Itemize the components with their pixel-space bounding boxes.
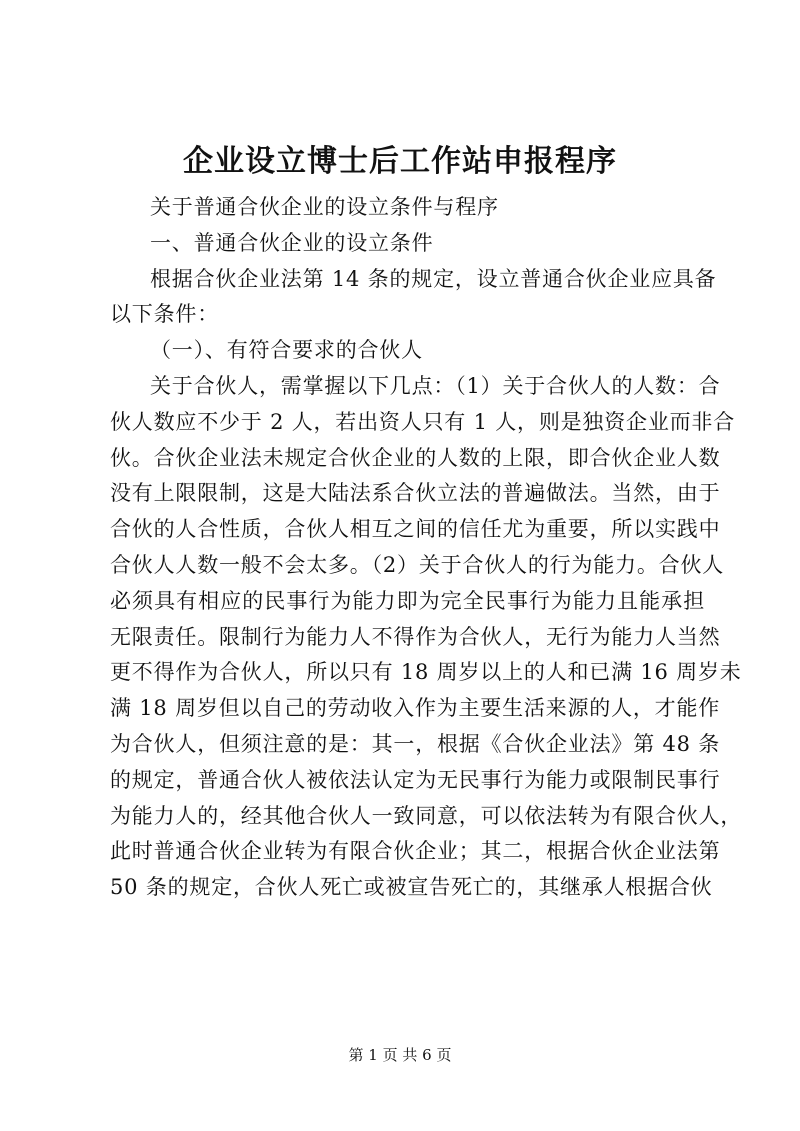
paragraph-line: 此时普通合伙企业转为有限合伙企业；其二，根据合伙企业法第: [110, 839, 721, 864]
paragraph-line: 伙。合伙企业法未规定合伙企业的人数的上限，即合伙企业人数: [110, 445, 721, 470]
paragraph-line: 合伙的人合性质，合伙人相互之间的信任尤为重要，所以实践中: [110, 517, 721, 542]
paragraph-line: 合伙人人数一般不会太多。（2）关于合伙人的行为能力。合伙人: [110, 552, 725, 577]
paragraph-line: 关于普通合伙企业的设立条件与程序: [150, 195, 499, 219]
paragraph-line: 满 18 周岁但以自己的劳动收入作为主要生活来源的人，才能作: [110, 696, 721, 721]
paragraph-line: 没有上限限制，这是大陆法系合伙立法的普遍做法。当然，由于: [110, 481, 721, 506]
paragraph-line: 伙人数应不少于 2 人，若出资人只有 1 人，则是独资企业而非合: [110, 409, 736, 434]
paragraph-line: 50 条的规定，合伙人死亡或被宣告死亡的，其继承人根据合伙: [110, 875, 713, 900]
paragraph-line: 必须具有相应的民事行为能力即为完全民事行为能力且能承担: [110, 588, 705, 613]
paragraph-line: 无限责任。限制行为能力人不得作为合伙人，无行为能力人当然: [110, 624, 721, 649]
paragraph-line: （一）、有符合要求的合伙人: [150, 338, 423, 363]
page-number: 第 1 页 共 6 页: [348, 1046, 452, 1064]
document-body: [110, 190, 743, 906]
paragraph-line: 一、普通合伙企业的设立条件: [150, 230, 434, 255]
document-title: 企业设立博士后工作站申报程序: [183, 144, 617, 179]
paragraph-line: 更不得作为合伙人，所以只有 18 周岁以上的人和已满 16 周岁未: [110, 660, 742, 685]
paragraph-line: 为合伙人，但须注意的是：其一，根据《合伙企业法》第 48 条: [110, 731, 721, 756]
paragraph-line: 为能力人的，经其他合伙人一致同意，可以依法转为有限合伙人，: [110, 803, 743, 828]
paragraph-line: 根据合伙企业法第 14 条的规定，设立普通合伙企业应具备: [150, 266, 717, 291]
paragraph-line: 关于合伙人，需掌握以下几点：（1）关于合伙人的人数：合: [150, 373, 721, 398]
paragraph-line: 的规定，普通合伙人被依法认定为无民事行为能力或限制民事行: [110, 767, 721, 792]
paragraph-line: 以下条件：: [110, 302, 219, 327]
